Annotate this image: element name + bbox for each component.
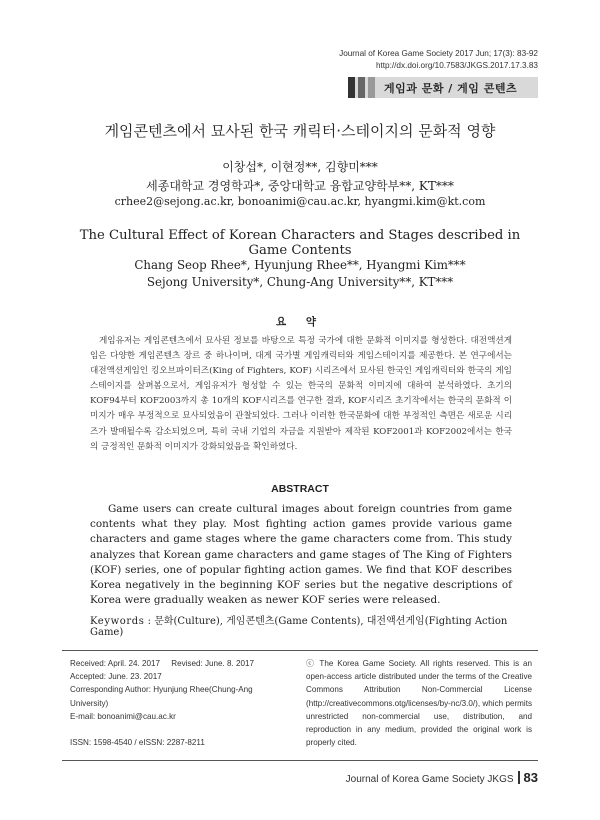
english-authors: Chang Seop Rhee*, Hyunjung Rhee**, Hyangmi Kim*** — [134, 258, 466, 272]
banner-bar-mid — [358, 77, 365, 98]
banner-bar-dark — [348, 77, 355, 98]
english-abstract-heading: ABSTRACT — [271, 483, 329, 495]
english-title: The Cultural Effect of Korean Characters and Stages described in Game Contents — [79, 228, 521, 258]
footnote-rule — [62, 650, 538, 651]
corresponding-author: Corresponding Author: Hyunjung Rhee(Chung-Ang University) — [70, 685, 253, 708]
corresponding-email: E-mail: bonoanimi@cau.ac.kr — [70, 711, 176, 721]
article-history — [70, 657, 290, 749]
banner-bar-light — [368, 77, 375, 98]
footer-divider — [518, 771, 520, 784]
category-banner — [348, 77, 538, 98]
received-date: Received: April. 24. 2017 Revised: June. 8. 2017 — [70, 659, 255, 668]
korean-abstract: 게임유저는 게임콘텐츠에서 묘사된 정보를 바탕으로 특정 국가에 대한 문화적 이미지를 형성한다. 대전액션게임은 다양한 게임콘텐츠 장르 중 하나이며, 대게 국가별 게임캐릭터와 게임스테이지를 제공한다. 본 연구에서는 대전액션게임인 킹오브파이터즈(King of Fighters, KOF) 시리즈에서 묘사된 한국인 게임캐릭터와 한국의 게임스테이지를 살펴봄으로서, 게임유저가 형성할 수 있는 한국의 문화적 이미지에 대하여 분석하였다. 초기의 KOF94부터 KOF2003까지 총 10개의 KOF시리즈를 연구한 결과, KOF시리즈 초기작에서는 한국의 문화적 이미지가 매우 부정적으로 묘사되었음이 관찰되었다. 그러나 이러한 한국문화에 대한 부정적인 측면은 새로운 시리즈가 발매될수록 감소되었으며, 특히 국내 기업의 자금을 지원받아 제작된 KOF2001과 KOF2002에서는 한국의 긍정적인 문화적 이미지가 강화되었음을 확인하였다. — [90, 336, 512, 452]
accepted-date: Accepted: June. 23. 2017 — [70, 672, 162, 682]
korean-title: 게임콘텐츠에서 묘사된 한국 캐릭터·스테이지의 문화적 영향 — [104, 122, 496, 140]
license-notice: ⓒ The Korea Game Society. All rights reserved. This is an open-access article distributed under the terms of the Creative Commons Attribution Non-Commercial License (http://creativecommons.otg/licenses/by-nc/3.0/), which permits unrestricted non-commercial use, distribution, and reproduction in any medium, provided the original work is properly cited. — [306, 659, 532, 748]
english-affiliations: Sejong University*, Chung-Ang University**, KT*** — [146, 275, 454, 289]
footer-journal: Journal of Korea Game Society JKGS — [345, 774, 514, 785]
english-abstract: Game users can create cultural images about foreign countries from game contents what they play. Most fighting action games provide various game characters and game stages where the game characters come from. This study analyzes that Korean game characters and game stages of The King of Fighters (KOF) series, one of popular fighting action games. We find that KOF describes Korea negatively in the beginning KOF series but the negative descriptions of Korea were gradually weaken as newer KOF series were released. — [90, 503, 512, 607]
category-label: 게임과 문화 / 게임 콘텐츠 — [384, 82, 518, 95]
keywords-text: : 문화(Culture), 게임콘텐츠(Game Contents), 대전액션게임(Fighting Action Game) — [90, 616, 508, 638]
journal-citation: Journal of Korea Game Society 2017 Jun; 17(3): 83-92 — [339, 49, 538, 58]
issn: ISSN: 1598-4540 / eISSN: 2287-8211 — [70, 738, 205, 748]
spacer — [70, 723, 290, 736]
keywords — [90, 612, 520, 638]
footer-rule — [62, 760, 538, 761]
page-number: 83 — [523, 770, 538, 785]
korean-abstract-heading: 요 약 — [276, 316, 324, 328]
korean-affiliations: 세종대학교 경영학과*, 중앙대학교 융합교양학부**, KT*** — [146, 179, 454, 193]
author-emails: crhee2@sejong.ac.kr, bonoanimi@cau.ac.kr, hyangmi.kim@kt.com — [114, 195, 486, 208]
page-footer — [346, 770, 538, 785]
keywords-label: Keywords — [90, 616, 145, 627]
korean-authors: 이창섭*, 이현정**, 김향미*** — [222, 160, 378, 174]
doi-link[interactable]: http://dx.doi.org/10.7583/JKGS.2017.17.3.83 — [375, 61, 538, 70]
